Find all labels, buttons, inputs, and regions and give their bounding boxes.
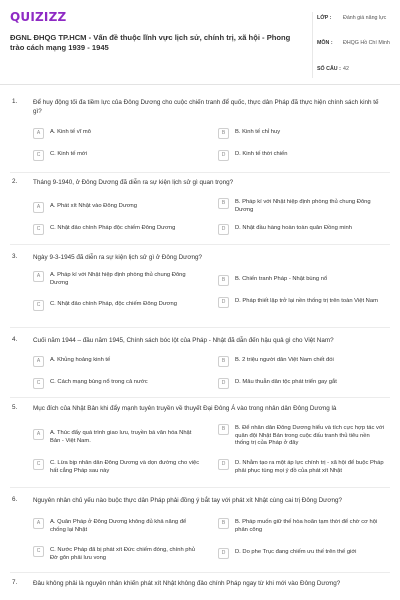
option-letter-box: D <box>218 378 229 389</box>
option-b[interactable] <box>218 518 383 533</box>
option-text: A. Kinh tế vĩ mô <box>50 129 91 135</box>
option-letter-box: D <box>218 297 229 308</box>
option-c[interactable] <box>33 378 198 390</box>
option-letter-box: C <box>33 300 44 311</box>
option-letter-box: B <box>218 275 229 286</box>
option-d[interactable] <box>218 224 383 236</box>
option-letter-box: A <box>33 429 44 440</box>
option-letter-box: A <box>33 356 44 367</box>
option-c[interactable] <box>33 546 198 561</box>
option-letter-box: B <box>218 424 229 435</box>
question-divider <box>10 172 390 173</box>
option-text: D. Kinh tế thời chiến <box>235 151 288 157</box>
option-text: A. Phát xít Nhật vào Đông Dương <box>50 203 137 209</box>
option-text: C. Nhật đảo chính Pháp, độc chiếm Đông Dương <box>50 301 177 307</box>
option-letter-box: D <box>218 150 229 161</box>
option-text: B. Để nhân dân Đông Dương hiểu và tích cực hợp tác với quân đội Nhật Bản trong cuộc đấu tranh thủ tiêu nền thống trị của Pháp ở đây <box>235 425 385 446</box>
question-number: 4. <box>12 336 18 343</box>
option-c[interactable] <box>33 150 198 162</box>
option-letter-box: D <box>218 548 229 559</box>
option-a[interactable] <box>33 356 198 368</box>
option-text: A. Pháp kí với Nhật hiệp định phòng thủ chung Đông Dương <box>50 272 186 286</box>
option-letter-box: C <box>33 459 44 470</box>
meta-subject-value: ĐHQG Hồ Chí Minh <box>343 40 390 46</box>
option-text: C. Cách mạng bùng nổ trong cả nước <box>50 379 148 385</box>
option-text: C. Lừa bịp nhân dân Đông Dương và dọn đường cho việc hất cẳng Pháp sau này <box>50 460 200 474</box>
question-divider <box>10 327 390 328</box>
meta-subject-label: MÔN : <box>317 40 333 46</box>
question-divider <box>10 397 390 398</box>
question-text: Nguyên nhân chủ yếu nào buộc thực dân Pháp phải đồng ý bắt tay với phát xít Nhật cùng cai trị Đông Dương? <box>33 497 342 504</box>
worksheet-header <box>0 0 400 85</box>
quizizz-logo: QUIZIZZ <box>10 10 67 24</box>
option-a[interactable] <box>33 271 198 286</box>
option-d[interactable] <box>218 459 384 474</box>
option-c[interactable] <box>33 224 198 236</box>
option-letter-box: D <box>218 224 229 235</box>
option-letter-box: D <box>218 459 229 470</box>
option-text: B. Pháp kí với Nhật hiệp định phòng thủ chung Đông Dương <box>235 199 371 213</box>
option-text: C. Nhật đảo chính Pháp độc chiếm Đông Dương <box>50 225 176 231</box>
option-text: B. Kinh tế chỉ huy <box>235 129 281 135</box>
option-letter-box: B <box>218 198 229 209</box>
option-b[interactable] <box>218 275 383 287</box>
option-letter-box: B <box>218 356 229 367</box>
option-a[interactable] <box>33 429 198 444</box>
option-d[interactable] <box>218 378 383 390</box>
option-b[interactable] <box>218 198 383 213</box>
option-text: B. Pháp muốn giữ thế hòa hoãn tạm thời để chờ cơ hội phản công <box>235 519 378 533</box>
option-text: C. Kinh tế mới <box>50 151 87 157</box>
option-letter-box: A <box>33 128 44 139</box>
option-d[interactable] <box>218 548 383 560</box>
option-letter-box: A <box>33 202 44 213</box>
question-divider <box>10 487 390 488</box>
question-text: Đâu không phải là nguyên nhân khiến phát xít Nhật không đảo chính Pháp ngay từ khi mới vào Đông Dương? <box>33 580 341 587</box>
option-text: D. Mâu thuẫn dân tộc phát triển gay gắt <box>235 379 337 385</box>
meta-count-label: SỐ CÂU : <box>317 66 341 72</box>
option-a[interactable] <box>33 128 198 140</box>
option-letter-box: C <box>33 378 44 389</box>
option-b[interactable] <box>218 128 383 140</box>
option-letter-box: B <box>218 128 229 139</box>
option-d[interactable] <box>218 150 383 162</box>
question-number: 5. <box>12 404 18 411</box>
question-text: Tháng 9-1940, ở Đông Dương đã diễn ra sự kiện lịch sử gì quan trọng? <box>33 179 234 186</box>
option-text: D. Nhật đầu hàng hoàn toàn quân Đồng minh <box>235 225 352 231</box>
question-number: 6. <box>12 496 18 503</box>
question-number: 7. <box>12 579 18 586</box>
option-text: D. Nhằm tạo ra một áp lực chính trị - xã hội để buộc Pháp phải phục tùng mọi ý đồ của phát xít Nhật <box>235 460 384 474</box>
option-letter-box: C <box>33 224 44 235</box>
option-a[interactable] <box>33 518 198 533</box>
meta-class-value: Đánh giá năng lực <box>343 15 387 21</box>
option-b[interactable] <box>218 424 385 446</box>
question-text: Ngày 9-3-1945 đã diễn ra sự kiện lịch sử gì ở Đông Dương? <box>33 254 202 261</box>
option-c[interactable] <box>33 459 200 474</box>
option-a[interactable] <box>33 202 198 214</box>
option-letter-box: C <box>33 546 44 557</box>
option-text: A. Khủng hoảng kinh tế <box>50 357 111 363</box>
worksheet-meta <box>312 12 395 78</box>
option-b[interactable] <box>218 356 383 368</box>
option-letter-box: A <box>33 271 44 282</box>
question-divider <box>10 244 390 245</box>
question-divider <box>10 572 390 573</box>
meta-count-value: 42 <box>343 66 349 72</box>
question-number: 3. <box>12 253 18 260</box>
option-c[interactable] <box>33 300 198 312</box>
question-number: 1. <box>12 98 18 105</box>
question-text: Để huy động tối đa tiềm lực của Đông Dương cho cuộc chiến tranh để quốc, thực dân Pháp đã thực hiện chính sách kinh tế gì? <box>33 99 379 115</box>
option-letter-box: B <box>218 518 229 529</box>
meta-class-label: LỚP : <box>317 15 332 21</box>
option-letter-box: C <box>33 150 44 161</box>
question-text: Cuối năm 1944 – đầu năm 1945, Chính sách bóc lột của Pháp - Nhật đã dẫn đến hậu quả gì cho Việt Nam? <box>33 337 334 344</box>
option-text: D. Pháp thiết lập trở lại nền thống trị trên toàn Việt Nam <box>235 298 378 304</box>
option-text: C. Nước Pháp đã bị phát xít Đức chiếm đóng, chính phủ Đờ gôn phải lưu vong <box>50 547 195 561</box>
option-text: B. Chiến tranh Pháp - Nhật bùng nổ <box>235 276 328 282</box>
option-text: D. Do phe Trục đang chiếm ưu thế trên thế giới <box>235 549 357 555</box>
worksheet-title: ĐGNL ĐHQG TP.HCM - Vấn đề thuộc lĩnh vực lịch sử, chính trị, xã hội - Phong trào cách mạng 1939 - 1945 <box>10 33 291 52</box>
option-letter-box: A <box>33 518 44 529</box>
option-d[interactable] <box>218 297 383 309</box>
option-text: A. Quân Pháp ở Đông Dương không đủ khả năng để chống lại Nhật <box>50 519 187 533</box>
question-text: Mục đích của Nhật Bản khi đẩy mạnh tuyên truyền về thuyết Đại Đông Á vào trong nhân dân Đông Dương là <box>33 405 337 412</box>
option-text: B. 2 triệu người dân Việt Nam chết đói <box>235 357 334 363</box>
question-number: 2. <box>12 178 18 185</box>
option-text: A. Thúc đẩy quá trình giao lưu, truyền bá văn hóa Nhật Bản - Việt Nam. <box>50 430 192 444</box>
